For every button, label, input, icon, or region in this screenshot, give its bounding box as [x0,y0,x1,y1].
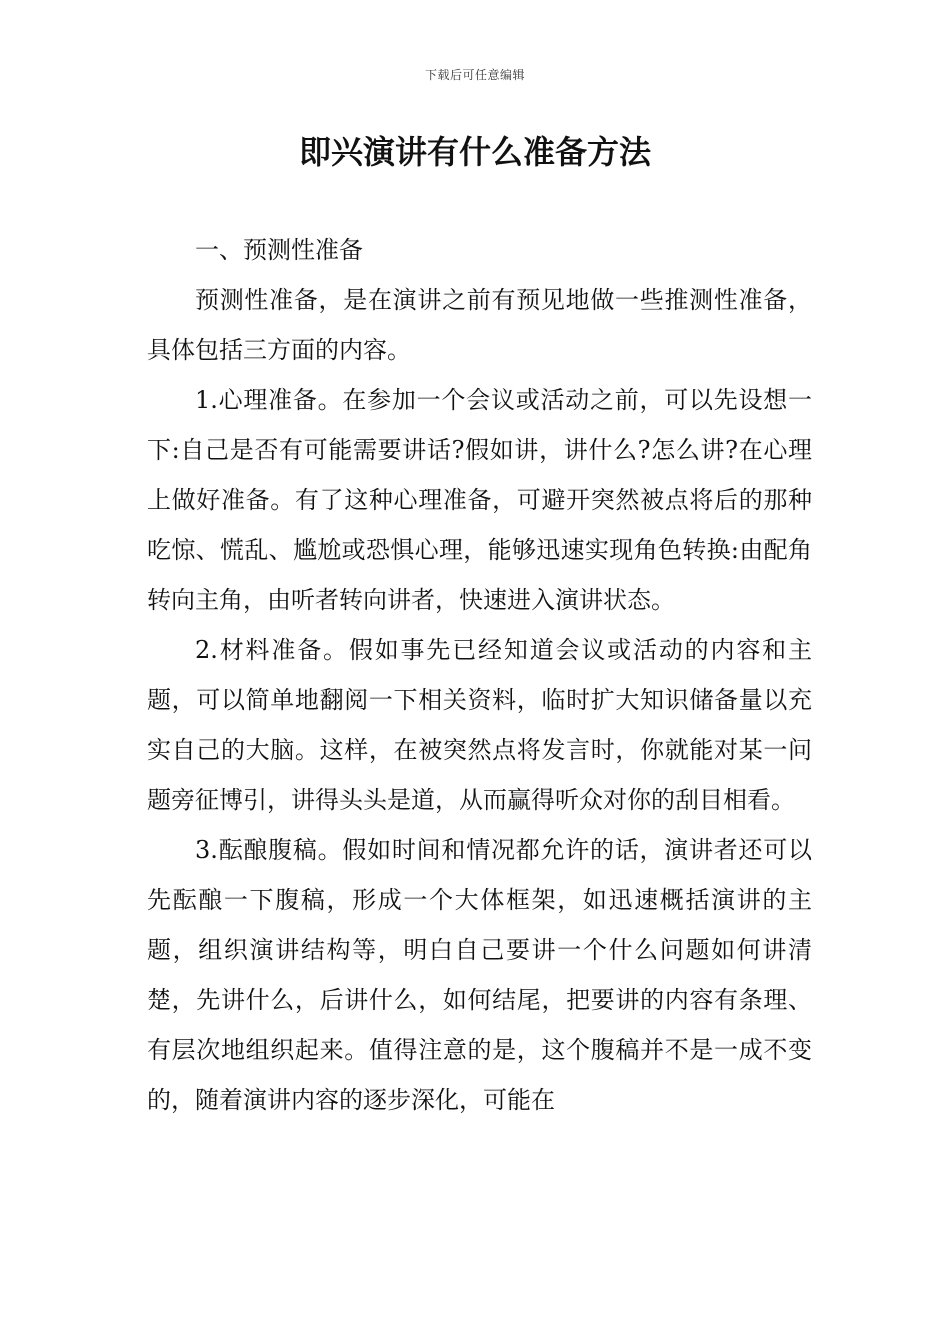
paragraph: 1.心理准备。在参加一个会议或活动之前，可以先设想一下:自己是否有可能需要讲话?假如讲，讲什么?怎么讲?在心理上做好准备。有了这种心理准备，可避开突然被点将后的那种吃惊、慌乱、尴尬或恐惧心理，能够迅速实现角色转换:由配角转向主角，由听者转向讲者，快速进入演讲状态。 [147,386,812,614]
document-body [147,225,812,1125]
paragraph: 预测性准备，是在演讲之前有预见地做一些推测性准备，具体包括三方面的内容。 [147,286,812,364]
section-heading: 一、预测性准备 [195,236,363,264]
paragraph: 2.材料准备。假如事先已经知道会议或活动的内容和主题，可以简单地翻阅一下相关资料，临时扩大知识储备量以充实自己的大脑。这样，在被突然点将发言时，你就能对某一问题旁征博引，讲得头头是道，从而赢得听众对你的刮目相看。 [147,636,812,814]
paragraph: 3.酝酿腹稿。假如时间和情况都允许的话，演讲者还可以先酝酿一下腹稿，形成一个大体框架，如迅速概括演讲的主题，组织演讲结构等，明白自己要讲一个什么问题如何讲清楚，先讲什么，后讲什么，如何结尾，把要讲的内容有条理、有层次地组织起来。值得注意的是，这个腹稿并不是一成不变的，随着演讲内容的逐步深化，可能在 [147,836,812,1114]
header-note: 下载后可任意编辑 [424,68,525,82]
page-title: 即兴演讲有什么准备方法 [298,133,651,171]
